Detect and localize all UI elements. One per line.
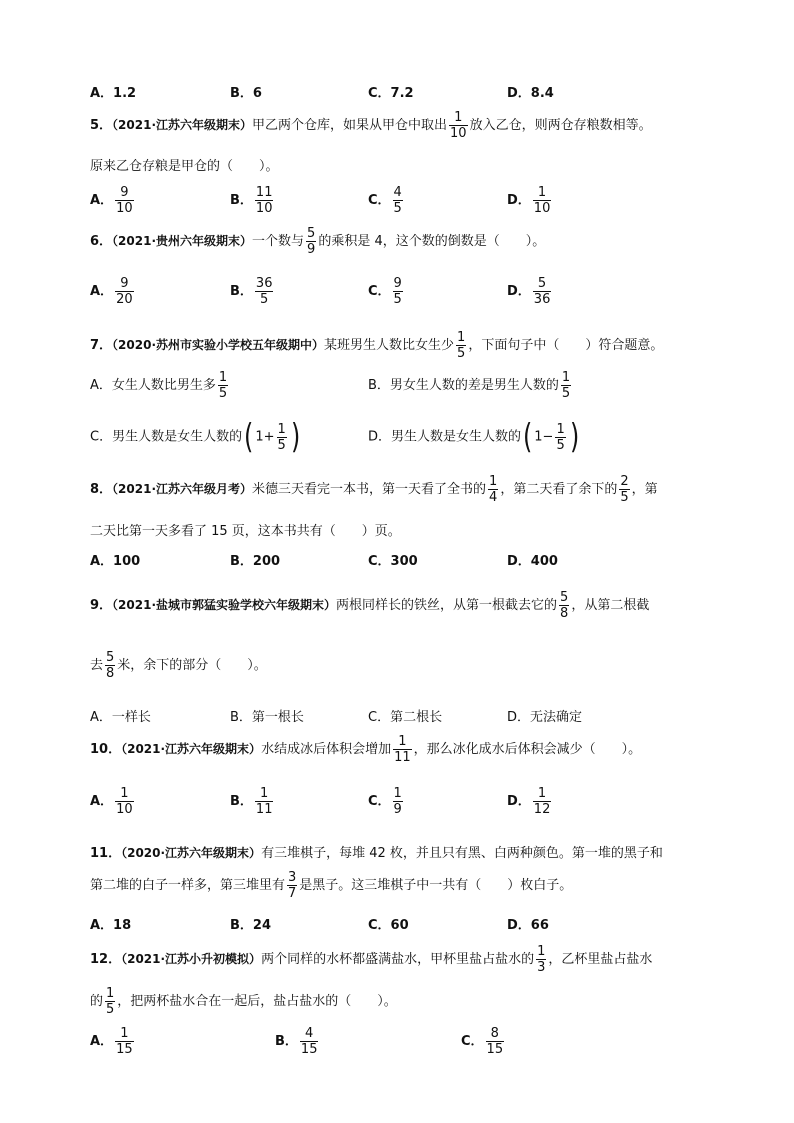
q10-option-d: D． $\frac{1}{12}$ bbox=[507, 786, 551, 817]
fraction: $\frac{1}{5}$ bbox=[106, 986, 115, 1017]
q11-option-d: D．66 bbox=[507, 918, 549, 933]
question-text: ，第 bbox=[631, 482, 658, 497]
q5-stem bbox=[90, 110, 652, 141]
q6-option-a: A． $\frac{9}{20}$ bbox=[90, 276, 133, 307]
question-number: 11． bbox=[90, 846, 122, 861]
fraction: $\frac{3}{7}$ bbox=[288, 870, 297, 901]
question-text: ，从第二根截 bbox=[571, 598, 650, 613]
q10-stem bbox=[90, 734, 641, 765]
q5-option-b: B． $\frac{11}{10}$ bbox=[230, 185, 273, 216]
q8-option-a: A．100 bbox=[90, 554, 141, 569]
q10-option-c: C． $\frac{1}{9}$ bbox=[368, 786, 402, 817]
question-text: ，那么冰化成水后体积会减少（ ）。 bbox=[413, 742, 642, 757]
q5-option-d: D． $\frac{1}{10}$ bbox=[507, 185, 551, 216]
question-number: 8． bbox=[90, 482, 113, 497]
q5-option-c: C． $\frac{4}{5}$ bbox=[368, 185, 402, 216]
question-text: 两个同样的水杯都盛满盐水，甲杯里盐占盐水的 bbox=[261, 952, 535, 967]
question-number: 6． bbox=[90, 234, 113, 249]
q7-option-b: B．男女生人数的差是男生人数的 $\frac{1}{5}$ bbox=[368, 370, 571, 401]
q5-option-a: A． $\frac{9}{10}$ bbox=[90, 185, 133, 216]
q6-option-d: D． $\frac{5}{36}$ bbox=[507, 276, 551, 307]
question-text: 某班男生人数比女生少 bbox=[324, 338, 455, 353]
q7-option-c: C．男生人数是女生人数的( 1+ $\frac{1}{5}$ ) bbox=[90, 417, 301, 457]
question-source: （2021·江苏六年级期末） bbox=[112, 118, 253, 132]
q8-option-c: C．300 bbox=[368, 554, 418, 569]
question-text: 米德三天看完一本书，第一天看了全书的 bbox=[252, 482, 487, 497]
q9-option-b: B．第一根长 bbox=[230, 710, 304, 725]
fraction: $\frac{2}{5}$ bbox=[620, 474, 629, 505]
q6-stem bbox=[90, 226, 545, 257]
question-text: 的乘积是 4，这个数的倒数是（ ）。 bbox=[318, 234, 546, 249]
fraction: $\frac{1}{5}$ bbox=[457, 330, 466, 361]
q12-stem bbox=[90, 944, 652, 975]
q10-option-a: A． $\frac{1}{10}$ bbox=[90, 786, 133, 817]
q8-option-d: D．400 bbox=[507, 554, 558, 569]
question-source: （2020·江苏六年级期末） bbox=[121, 846, 262, 860]
q12-option-c: C． $\frac{8}{15}$ bbox=[461, 1026, 504, 1057]
question-text: 放入乙仓，则两仓存粮数相等。 bbox=[469, 118, 652, 133]
q9-option-a: A．一样长 bbox=[90, 710, 151, 725]
question-number: 7． bbox=[90, 338, 113, 353]
q7-option-d: D．男生人数是女生人数的( 1− $\frac{1}{5}$ ) bbox=[368, 417, 580, 457]
q7-stem bbox=[90, 330, 663, 361]
question-number: 5． bbox=[90, 118, 113, 133]
q5-stem-line2: 原来乙仓存粮是甲仓的（ ）。 bbox=[90, 159, 279, 174]
q8-stem-line2: 二天比第一天多看了 15 页，这本书共有（ ）页。 bbox=[90, 524, 401, 539]
q4-option-a: A．1.2 bbox=[90, 86, 137, 101]
q11-option-b: B．24 bbox=[230, 918, 271, 933]
fraction: $\frac{1}{10}$ bbox=[450, 110, 467, 141]
q12-stem-line2: 的 $\frac{1}{5}$ ，把两杯盐水合在一起后，盐占盐水的（ ）。 bbox=[90, 986, 397, 1017]
q12-option-a: A． $\frac{1}{15}$ bbox=[90, 1026, 133, 1057]
question-text: 水结成冰后体积会增加 bbox=[261, 742, 392, 757]
question-number: 9． bbox=[90, 598, 113, 613]
fraction: $\frac{1}{3}$ bbox=[537, 944, 546, 975]
q9-stem bbox=[90, 590, 649, 621]
question-text: ，第二天看了余下的 bbox=[500, 482, 618, 497]
question-number: 10． bbox=[90, 742, 122, 757]
q4-option-d: D．8.4 bbox=[507, 86, 554, 101]
fraction: $\frac{5}{9}$ bbox=[307, 226, 316, 257]
question-source: （2021·江苏六年级期末） bbox=[121, 742, 262, 756]
fraction: $\frac{5}{8}$ bbox=[106, 650, 115, 681]
q11-stem bbox=[90, 842, 663, 861]
question-source: （2021·江苏小升初模拟） bbox=[121, 952, 262, 966]
q6-option-b: B． $\frac{36}{5}$ bbox=[230, 276, 273, 307]
question-text: 有三堆棋子，每堆 42 枚，并且只有黑、白两种颜色。第一堆的黑子和 bbox=[261, 846, 663, 861]
q10-option-b: B． $\frac{1}{11}$ bbox=[230, 786, 273, 817]
q9-option-c: C．第二根长 bbox=[368, 710, 443, 725]
question-source: （2021·贵州六年级期末） bbox=[112, 234, 253, 248]
q4-option-c: C．7.2 bbox=[368, 86, 414, 101]
question-source: （2021·江苏六年级月考） bbox=[112, 482, 253, 496]
question-source: （2020·苏州市实验小学校五年级期中） bbox=[112, 338, 325, 352]
question-text: 甲乙两个仓库，如果从甲仓中取出 bbox=[252, 118, 448, 133]
fraction: $\frac{1}{4}$ bbox=[489, 474, 498, 505]
q12-option-b: B． $\frac{4}{15}$ bbox=[275, 1026, 318, 1057]
q11-stem-line2: 第二堆的白子一样多，第三堆里有 $\frac{3}{7}$ 是黑子。这三堆棋子中一共有（ ）枚白子。 bbox=[90, 870, 573, 901]
q6-option-c: C． $\frac{9}{5}$ bbox=[368, 276, 402, 307]
q9-option-d: D．无法确定 bbox=[507, 710, 583, 725]
fraction: $\frac{5}{8}$ bbox=[560, 590, 569, 621]
q11-option-c: C．60 bbox=[368, 918, 409, 933]
q9-stem-line2: 去 $\frac{5}{8}$ 米，余下的部分（ ）。 bbox=[90, 650, 267, 681]
question-text: ，下面句子中（ ）符合题意。 bbox=[468, 338, 664, 353]
q4-option-b: B．6 bbox=[230, 86, 262, 101]
question-text: ，乙杯里盐占盐水 bbox=[548, 952, 653, 967]
question-number: 12． bbox=[90, 952, 122, 967]
q8-option-b: B．200 bbox=[230, 554, 281, 569]
question-text: 两根同样长的铁丝，从第一根截去它的 bbox=[336, 598, 558, 613]
q7-option-a: A．女生人数比男生多 $\frac{1}{5}$ bbox=[90, 370, 228, 401]
q11-option-a: A．18 bbox=[90, 918, 132, 933]
fraction: $\frac{1}{11}$ bbox=[394, 734, 411, 765]
q8-stem bbox=[90, 474, 658, 505]
question-source: （2021·盐城市郭猛实验学校六年级期末） bbox=[112, 598, 337, 612]
question-text: 一个数与 bbox=[252, 234, 305, 249]
